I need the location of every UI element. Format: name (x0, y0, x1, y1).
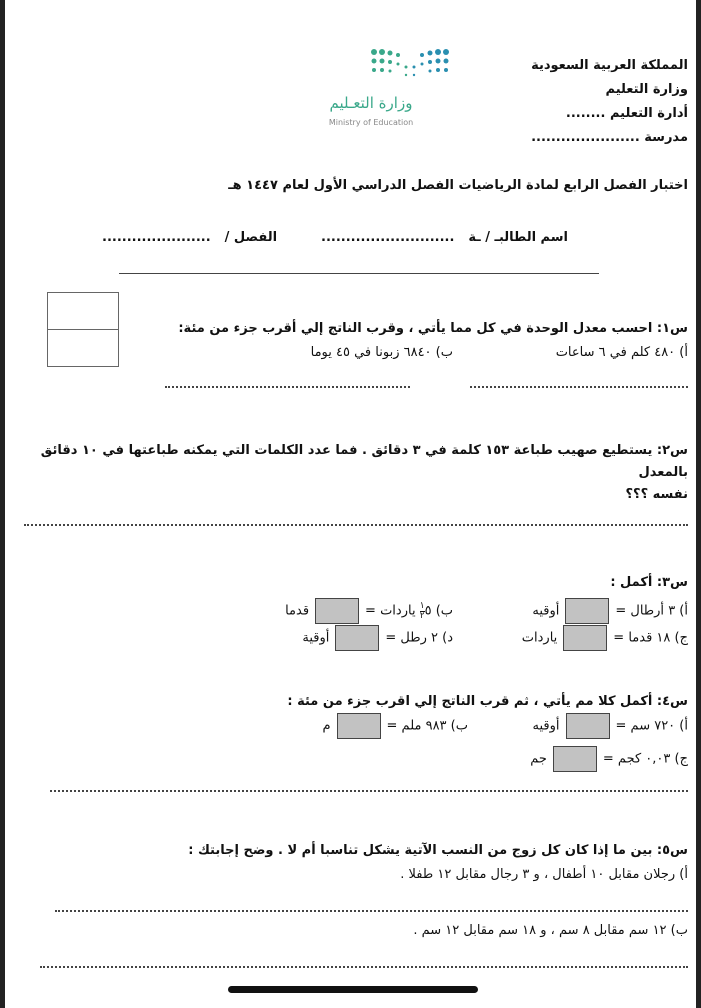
q5-answer-b-line[interactable] (40, 966, 688, 968)
q3-b-mid: ياردات = (365, 603, 416, 619)
q3-a-expression: أ) ٣ أرطال = (615, 603, 688, 619)
q1-text: س١: احسب معدل الوحدة في كل مما يأتي ، وقرب الناتج إلي أقرب جزء من مئة: (178, 321, 688, 336)
exam-title: اختبار الفصل الرابع لمادة الرياضيات الفصل الدراسي الأول لعام ١٤٤٧ هـ (228, 178, 688, 193)
q3-b-answer-box[interactable] (315, 598, 359, 624)
header-divider (119, 273, 599, 274)
administration-field: أدارة التعليم ........ (565, 106, 688, 121)
q3-b-whole: ٥ (424, 603, 432, 619)
q4-b-expression: ب) ٩٨٣ ملم = (386, 718, 468, 734)
q4-b-unit: م (322, 718, 331, 734)
country-label: المملكة العربية السعودية (531, 58, 688, 73)
fraction-numerator: ١ (419, 600, 425, 611)
q1-parts (124, 340, 688, 366)
q4-a-answer-box[interactable] (566, 713, 610, 739)
q3-b-prefix: ب) (435, 603, 453, 619)
q3-b-unit: قدما (285, 603, 310, 619)
student-info-row (24, 230, 568, 245)
q3-c-expression: ج) ١٨ قدما = (613, 630, 688, 645)
q3-d-unit: أوقية (302, 630, 330, 645)
q4-part-c (24, 746, 688, 773)
student-name-field[interactable]: ........................... (321, 230, 455, 245)
q3-a-unit: أوقيه (532, 603, 560, 619)
q3-d-expression: د) ٢ رطل = (385, 630, 453, 645)
q2-answer-line[interactable] (24, 524, 688, 526)
q1-part-b: ب) ٦٨٤٠ زبونا في ٤٥ يوما (310, 345, 453, 360)
question-2 (24, 440, 688, 526)
q5-part-b: ب) ١٢ سم مقابل ٨ سم ، و ١٨ سم مقابل ١٢ سم . (413, 923, 688, 938)
q4-a-expression: أ) ٧٢٠ سم = (615, 718, 688, 734)
q1-answer-a-line[interactable] (470, 386, 688, 388)
logo-dots-icon (316, 46, 456, 86)
class-field[interactable]: ...................... (102, 230, 211, 245)
q3-d-answer-box[interactable] (335, 625, 379, 651)
q3-part-b (285, 598, 453, 625)
ministry-logo (316, 46, 456, 136)
q4-part-b (322, 713, 468, 740)
q3-text: س٣: أكمل : (610, 575, 688, 590)
question-4 (24, 691, 688, 792)
q1-answer-b-line[interactable] (165, 386, 410, 388)
q5-part-a: أ) رجلان مقابل ١٠ أطفال ، و ٣ رجال مقابل ١٢ طفلا . (400, 867, 688, 882)
q4-c-answer-box[interactable] (553, 746, 597, 772)
q3-row-2 (24, 625, 688, 652)
q2-text-line1: س٢: يستطيع صهيب طباعة ١٥٣ كلمة في ٣ دقائق . فما عدد الكلمات التي يمكنه طباعتها في ١٠ دقائق بالمعدل (40, 443, 688, 480)
class-label: الفصل / (224, 230, 278, 245)
q4-row-1 (24, 713, 688, 740)
question-3 (24, 572, 688, 651)
q3-part-d (302, 625, 453, 652)
ministry-label: وزارة التعليم (605, 82, 688, 97)
q5-answer-a-line[interactable] (55, 910, 688, 912)
q4-text: س٤: أكمل كلا مم يأتي ، ثم قرب الناتج إلي اقرب جزء من مئة : (287, 694, 688, 709)
home-indicator-bar[interactable] (228, 986, 478, 993)
q5-text: س٥: بين ما إذا كان كل زوج من النسب الآتية يشكل تناسبا أم لا . وضح إجابتك : (188, 843, 688, 858)
q4-part-a (468, 713, 688, 740)
fraction-denominator: ٢ (419, 610, 425, 621)
logo-arabic-text: وزارة التعـليم (329, 94, 413, 112)
q3-c-answer-box[interactable] (563, 625, 607, 651)
score-box[interactable] (47, 292, 119, 367)
q4-c-expression: ج) ٠,٠٣ كجم = (602, 751, 688, 766)
q3-a-answer-box[interactable] (565, 598, 609, 624)
q3-row-1 (24, 598, 688, 625)
question-1 (24, 292, 688, 388)
student-name-label: اسم الطالبـ / ـة (468, 230, 568, 245)
q3-part-a (453, 598, 688, 625)
q3-part-c (453, 625, 688, 652)
q4-c-unit: جم (530, 751, 547, 766)
page-border-right (696, 0, 701, 1008)
q4-b-answer-box[interactable] (337, 713, 381, 739)
q2-text-line2: نفسه ؟؟؟ (625, 487, 688, 502)
q4-answer-line[interactable] (50, 790, 688, 792)
school-field: مدرسة ...................... (531, 130, 688, 145)
header (24, 54, 688, 154)
q1-answer-lines (24, 386, 688, 388)
q3-c-unit: ياردات (521, 630, 558, 645)
q1-part-a: أ) ٤٨٠ كلم في ٦ ساعات (555, 345, 688, 360)
logo-english-text: Ministry of Education (328, 118, 414, 127)
q4-a-unit: أوقيه (532, 718, 560, 734)
question-5 (24, 840, 688, 968)
page-border-left (0, 0, 5, 1008)
